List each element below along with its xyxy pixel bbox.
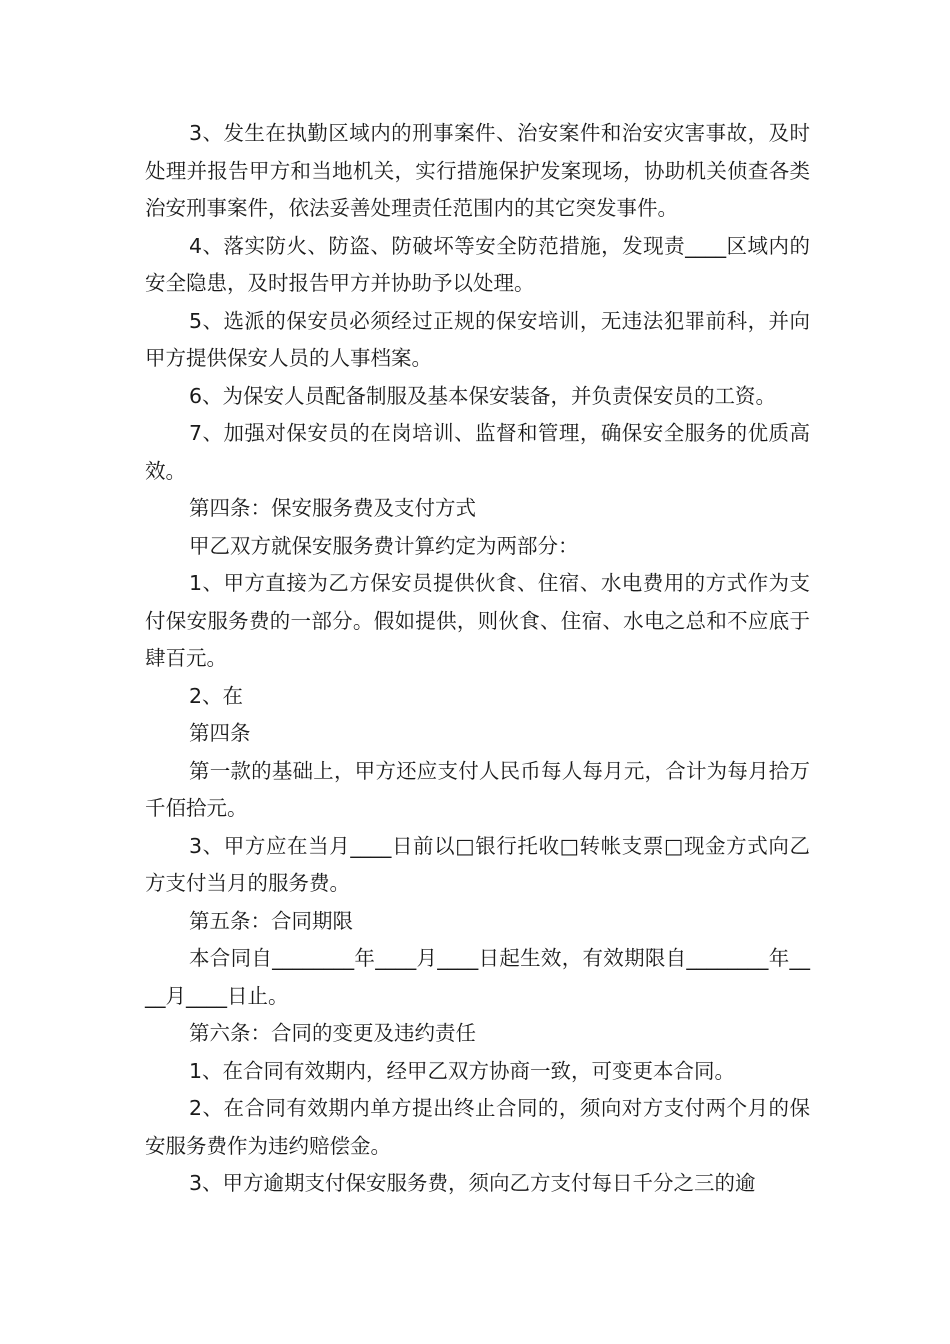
paragraph-change-clause-3: 3、甲方逾期支付保安服务费，须向乙方支付每日千分之三的逾: [189, 1171, 756, 1195]
paragraph-fee-part-2-start: 2、在: [189, 683, 244, 708]
paragraph-fee-part-1: 1、甲方直接为乙方保安员提供伙食、住宿、水电费用的方式作为支付保安服务费的一部分。假如提供，则伙食、住宿、水电之总和不应底于肆百元。: [145, 571, 810, 670]
article-5-heading: 第五条：合同期限: [189, 908, 353, 933]
paragraph-clause-4-fire-theft-prevention: 4、落实防火、防盗、防破坏等安全防范措施，发现责____区域内的安全隐患，及时报告甲方并协助予以处理。: [145, 233, 810, 295]
paragraph-clause-6-uniforms-wages: 6、为保安人员配备制服及基本保安装备，并负责保安员的工资。: [189, 383, 777, 408]
article-6-heading: 第六条：合同的变更及违约责任: [189, 1021, 476, 1045]
paragraph-fee-part-2-continued: 第一款的基础上，甲方还应支付人民币每人每月元，合计为每月拾万千佰拾元。: [145, 758, 810, 820]
article-4-heading: 第四条：保安服务费及支付方式: [189, 496, 476, 520]
paragraph-fee-two-parts: 甲乙双方就保安服务费计算约定为两部分：: [189, 533, 579, 558]
paragraph-change-clause-2: 2、在合同有效期内单方提出终止合同的，须向对方支付两个月的保安服务费作为违约赔偿金。: [145, 1096, 810, 1158]
paragraph-clause-5-guard-selection: 5、选派的保安员必须经过正规的保安培训，无违法犯罪前科，并向甲方提供保安人员的人事档案。: [145, 308, 810, 370]
paragraph-fee-part-3-payment: 3、甲方应在当月____日前以□银行托收□转帐支票□现金方式向乙方支付当月的服务费。: [145, 833, 810, 895]
paragraph-change-clause-1: 1、在合同有效期内，经甲乙双方协商一致，可变更本合同。: [189, 1058, 736, 1083]
paragraph-article-4-ref: 第四条: [189, 721, 251, 745]
paragraph-clause-7-training: 7、加强对保安员的在岗培训、监督和管理，确保安全服务的优质高效。: [145, 421, 810, 483]
paragraph-contract-term: 本合同自________年____月____日起生效，有效期限自________年____月____日止。: [145, 946, 810, 1008]
document-body: [145, 115, 810, 1203]
paragraph-clause-3-incident-handling: 3、发生在执勤区域内的刑事案件、治安案件和治安灾害事故，及时处理并报告甲方和当地机关，实行措施保护发案现场，协助机关侦查各类治安刑事案件，依法妥善处理责任范围内的其它突发事件。: [145, 121, 810, 220]
